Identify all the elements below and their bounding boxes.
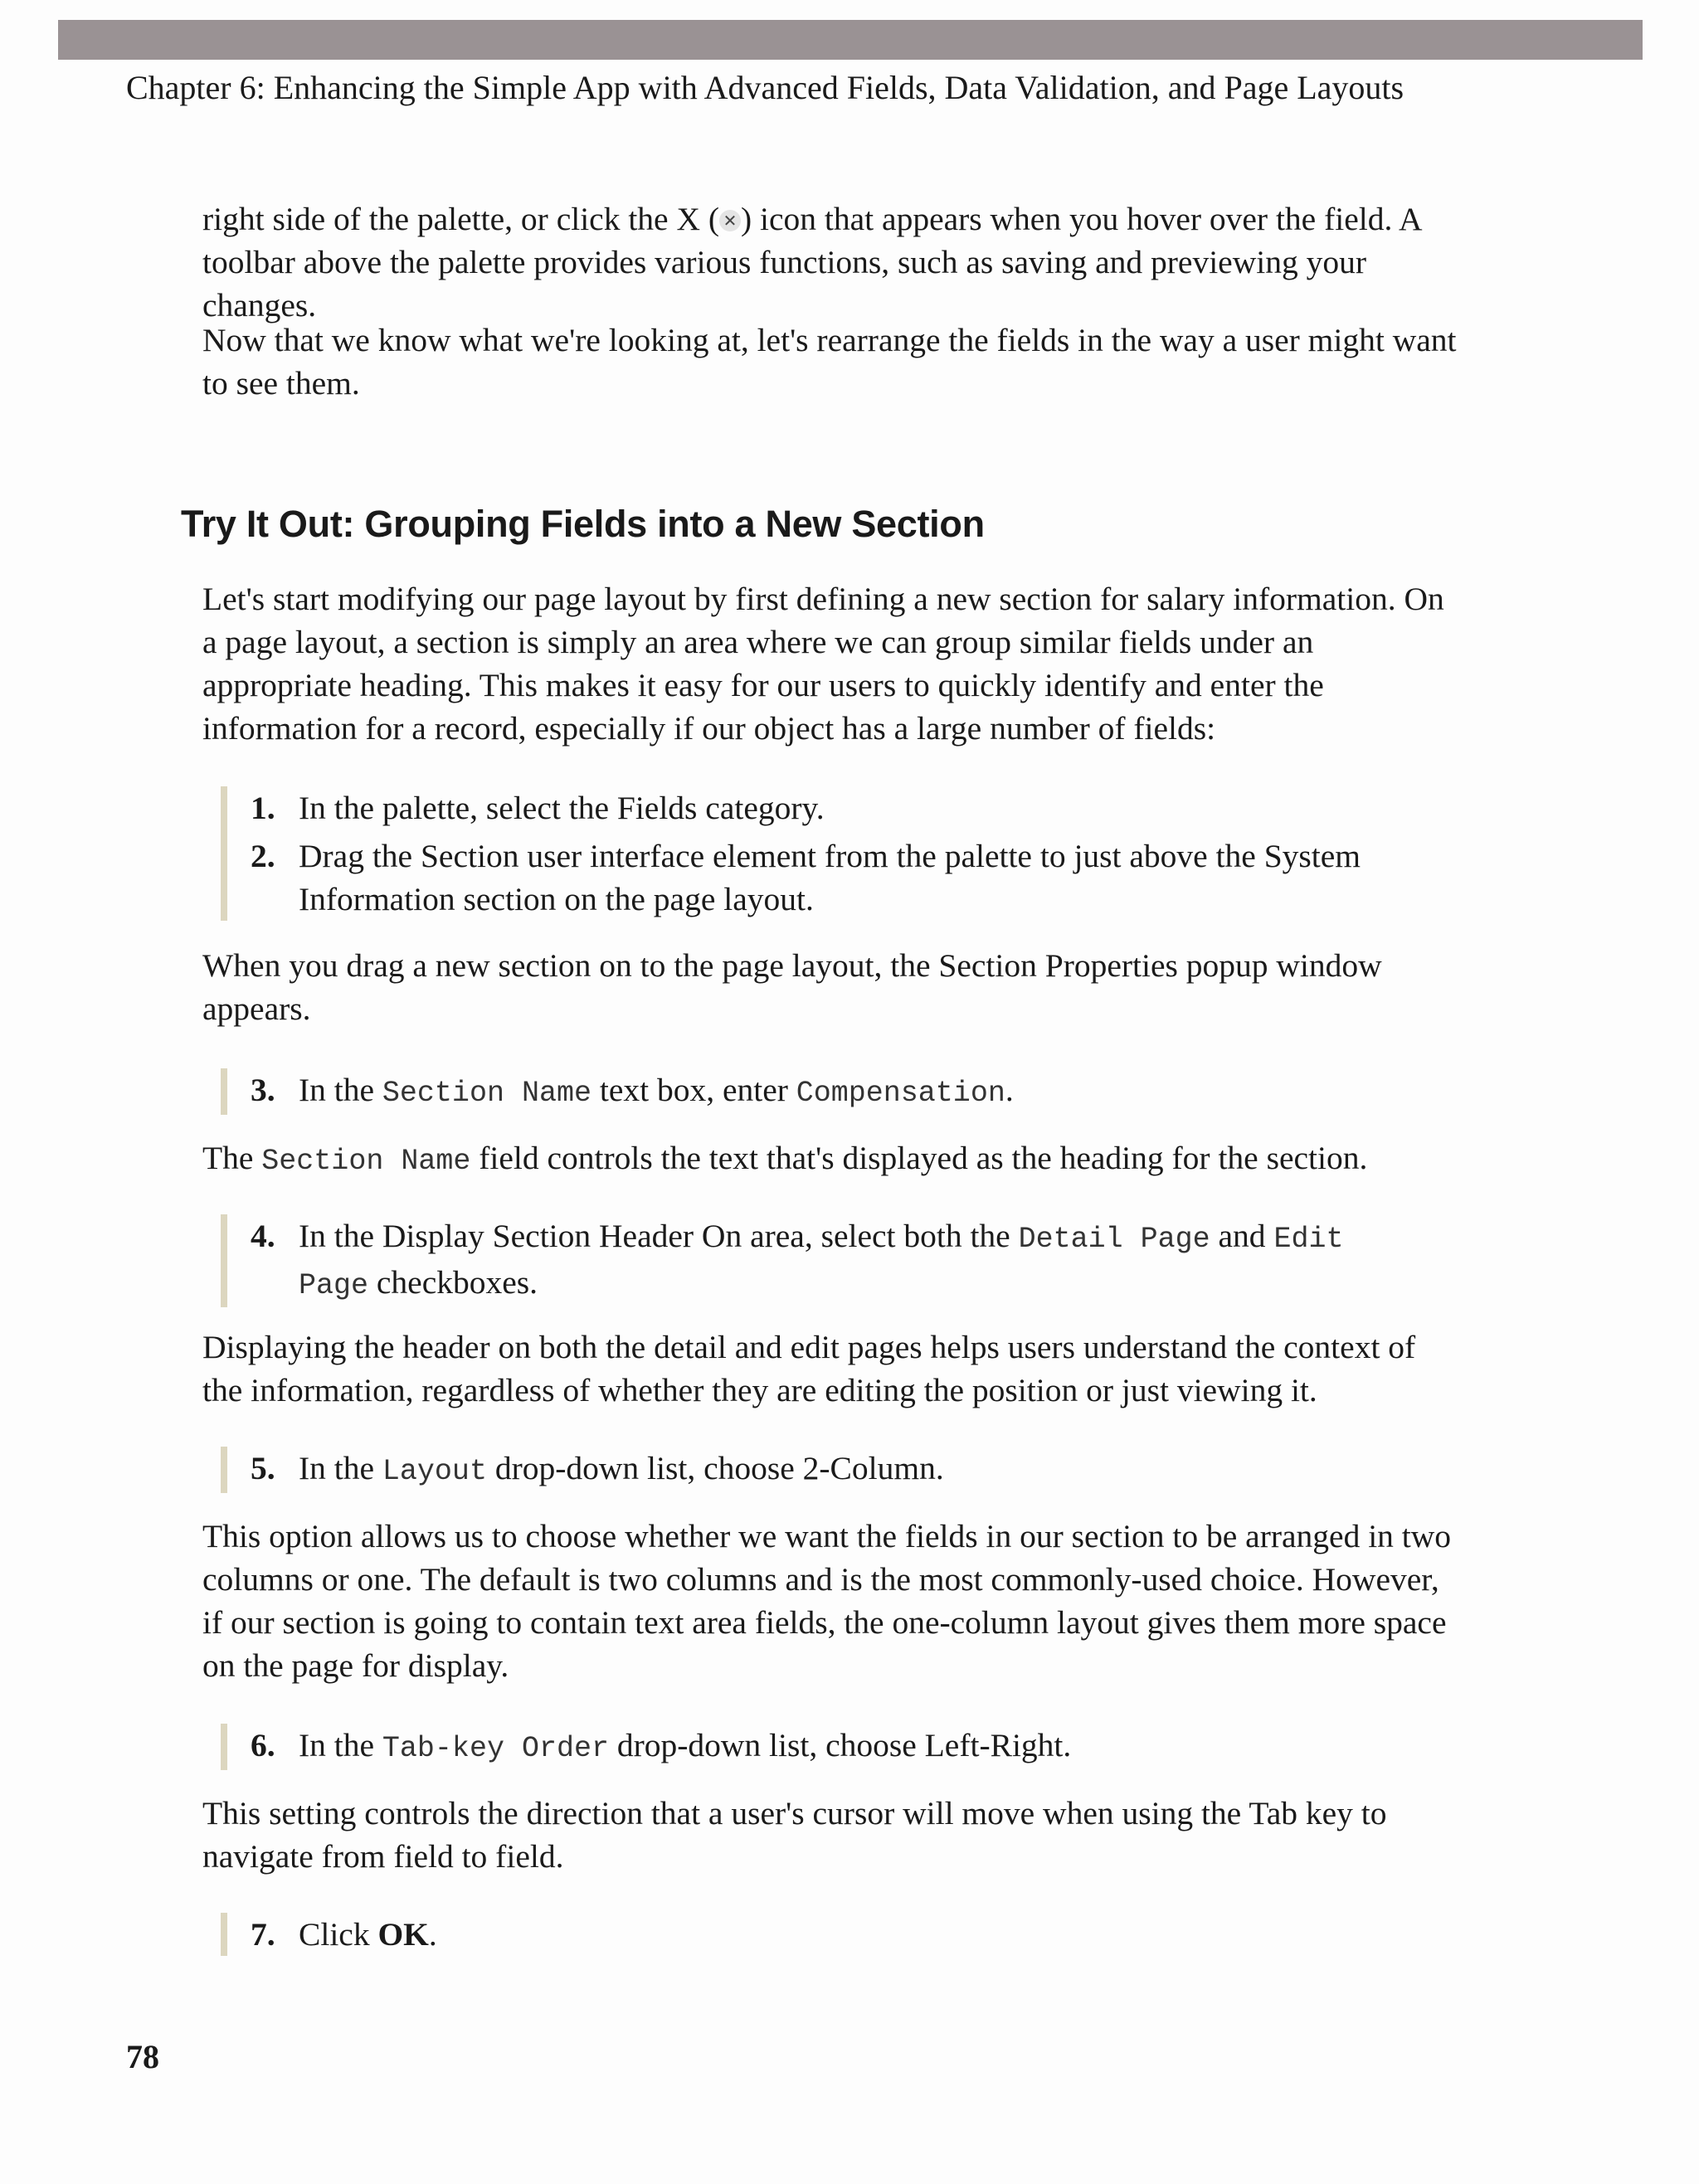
step-6-block [221,1724,1402,1770]
header-bar [58,20,1643,60]
step-1: 1. In the palette, select the Fields category. [251,790,825,826]
section-intro [202,577,1463,750]
close-icon: ✕ [719,210,741,231]
section-paragraph-6: This setting controls the direction that a user's cursor will move when using the Tab key to navigate from field to field. [202,1795,1387,1875]
step-3-block [221,1068,1402,1115]
intro-text [202,197,1463,327]
step-6: 6. In the Tab-key Order drop-down list, choose Left-Right. [251,1727,1072,1765]
section-paragraph-1: Let's start modifying our page layout by first defining a new section for salary information. On a page layout, a section is simply an area where we can group similar fields under an appropriate heading. This makes it easy for our users to quickly identify and enter the information for a record, especially if our object has a large number of fields: [202,581,1444,747]
page-number: 78 [126,2038,159,2075]
section-text-2 [202,944,1463,1030]
section-paragraph-4: Displaying the header on both the detail and edit pages helps users understand the context of the information, regardless of whether they are editing the position or just viewing it. [202,1329,1416,1408]
step-3: 3. In the Section Name text box, enter Compensation. [251,1072,1014,1110]
step-7-block [221,1913,1402,1956]
intro-paragraph-2: Now that we know what we're looking at, let's rearrange the fields in the way a user might want to see them. [202,322,1457,401]
section-text-6 [202,1792,1463,1878]
intro-paragraph-1: right side of the palette, or click the X ( ✕ ) icon that appears when you hover over the field. A toolbar above the palette provides various functions, such as saving and previewing your changes. [202,201,1421,323]
section-paragraph-2: When you drag a new section on to the page layout, the Section Properties popup window appears. [202,947,1382,1027]
section-text-4 [202,1325,1463,1412]
step-2: 2. Drag the Section user interface element from the palette to just above the System Information section on the page layout. [251,838,1361,917]
step-7: 7. Click OK. [251,1916,437,1953]
running-header: Chapter 6: Enhancing the Simple App with Advanced Fields, Data Validation, and Page Layouts [126,69,1404,106]
step-4-block [221,1214,1402,1307]
section-paragraph-3: The Section Name field controls the text that's displayed as the heading for the section. [202,1140,1368,1178]
section-text-5 [202,1515,1463,1687]
steps-1-2 [221,786,1402,921]
intro-text-2 [202,319,1463,405]
step-5: 5. In the Layout drop-down list, choose 2-Column. [251,1450,944,1488]
section-paragraph-5: This option allows us to choose whether we want the fields in our section to be arranged in two columns or one. The default is two columns and is the most commonly-used choice. However, if our section is going to contain text area fields, the one-column layout gives them more space on the page for display. [202,1518,1452,1684]
step-4: 4. In the Display Section Header On area, select both the Detail Page and Edit Page checkboxes. [251,1218,1344,1302]
step-5-block [221,1447,1402,1493]
section-heading: Try It Out: Grouping Fields into a New Section [181,503,985,545]
section-text-3 [202,1136,1463,1183]
